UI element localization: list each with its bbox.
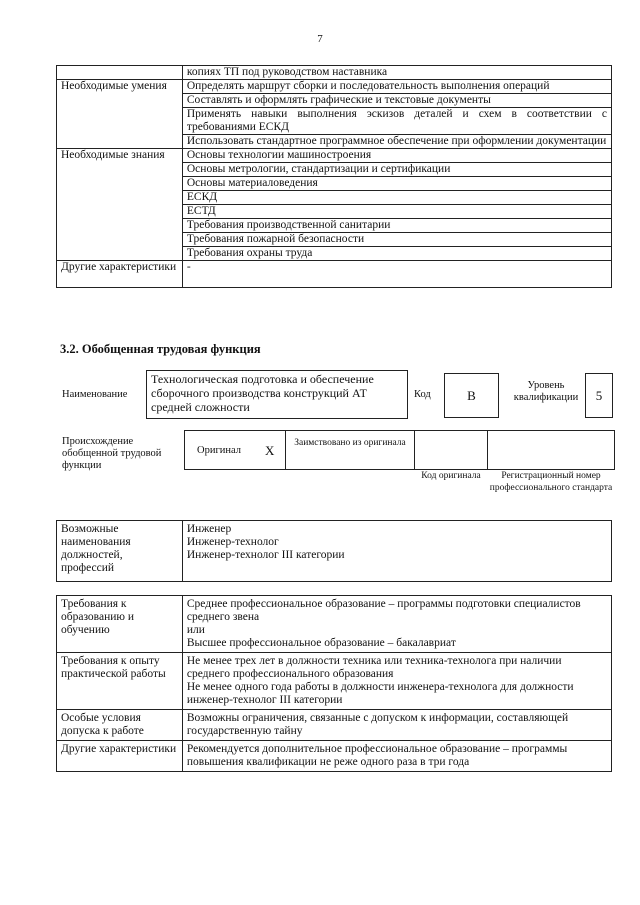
table-cell-label: Другие характеристики (57, 261, 183, 288)
positions-table (56, 520, 612, 582)
positions-label: Возможные наименования должностей, профессий (57, 521, 183, 582)
table-cell-label (57, 66, 183, 80)
code-caption: Код оригинала (421, 471, 481, 481)
borrowed-label: Заимствовано из оригинала (294, 438, 406, 448)
table-cell: Требования пожарной безопасности (182, 233, 611, 247)
level-value: 5 (585, 373, 613, 418)
original-box (184, 430, 286, 470)
table-cell-label (57, 219, 183, 233)
table-cell-label: Необходимые умения (57, 80, 183, 94)
table-cell-label (57, 163, 183, 177)
table-row (57, 596, 612, 653)
table-cell: Применять навыки выполнения эскизов деталей и схем в соответствии с требованиями ЕСКД (182, 108, 611, 135)
page-number: 7 (317, 33, 323, 45)
table-cell: Рекомендуется дополнительное профессиональное образование – программы повышения квалификации не реже одного раза в три года (182, 741, 611, 772)
function-name-value: Технологическая подготовка и обеспечение сборочного производства конструкций АТ средней сложности (146, 370, 408, 419)
table-row (57, 710, 612, 741)
table-cell-label (57, 177, 183, 191)
code-value: В (444, 373, 499, 418)
table-cell-label: Необходимые знания (57, 149, 183, 163)
table-cell-label (57, 247, 183, 261)
table-cell: копиях ТП под руководством наставника (182, 66, 611, 80)
table-cell: Определять маршрут сборки и последовательность выполнения операций (182, 80, 611, 94)
requirements-table (56, 595, 612, 772)
table-cell: Возможны ограничения, связанные с допуском к информации, составляющей государственную тайну (182, 710, 611, 741)
table-cell-label: Требования к образованию и обучению (57, 596, 183, 653)
table-cell-label: Особые условия допуска к работе (57, 710, 183, 741)
original-mark: X (265, 443, 275, 458)
original-label: Оригинал (197, 445, 241, 456)
table-cell: Основы материаловедения (182, 177, 611, 191)
table-cell: Среднее профессиональное образование – программы подготовки специалистов среднего звена или Высшее профессиональное образование – бакалавриат (182, 596, 611, 653)
level-label: Уровень квалификации (513, 380, 579, 403)
table-cell-label (57, 135, 183, 149)
registration-box (487, 430, 615, 470)
table-cell-label (57, 233, 183, 247)
table-cell: ЕСТД (182, 205, 611, 219)
section-title: 3.2. Обобщенная трудовая функция (60, 342, 261, 356)
skills-knowledge-table (56, 65, 612, 288)
table-cell: ЕСКД (182, 191, 611, 205)
origin-code-box (414, 430, 488, 470)
name-label: Наименование (62, 389, 128, 400)
reg-caption: Регистрационный номер профессионального стандарта (489, 471, 613, 493)
table-cell: Основы метрологии, стандартизации и сертификации (182, 163, 611, 177)
list-item: Инженер (186, 523, 232, 535)
origin-label: Происхождение обобщенной трудовой функции (62, 436, 162, 471)
table-cell: Основы технологии машиностроения (182, 149, 611, 163)
table-cell-label (57, 94, 183, 108)
list-item: Инженер-технолог (186, 536, 279, 548)
table-cell-label (57, 205, 183, 219)
table-cell: Составлять и оформлять графические и текстовые документы (182, 94, 611, 108)
table-cell-label: Другие характеристики (57, 741, 183, 772)
table-cell-label (57, 108, 183, 135)
table-row (57, 741, 612, 772)
borrowed-box (285, 430, 415, 470)
table-cell-label (57, 191, 183, 205)
table-cell: Использовать стандартное программное обеспечение при оформлении документации (182, 135, 611, 149)
table-cell: Требования производственной санитарии (182, 219, 611, 233)
table-cell: Не менее трех лет в должности техника или техника-технолога при наличии среднего профессионального образования Не менее одного года работы в должности инженера-технолога для должности инженер-технолог III категории (182, 653, 611, 710)
list-item: Инженер-технолог III категории (186, 549, 345, 561)
table-cell: - (182, 261, 611, 288)
code-label: Код (414, 389, 431, 400)
table-cell-label: Требования к опыту практической работы (57, 653, 183, 710)
positions-list (182, 521, 611, 582)
table-cell: Требования охраны труда (182, 247, 611, 261)
table-row (57, 653, 612, 710)
